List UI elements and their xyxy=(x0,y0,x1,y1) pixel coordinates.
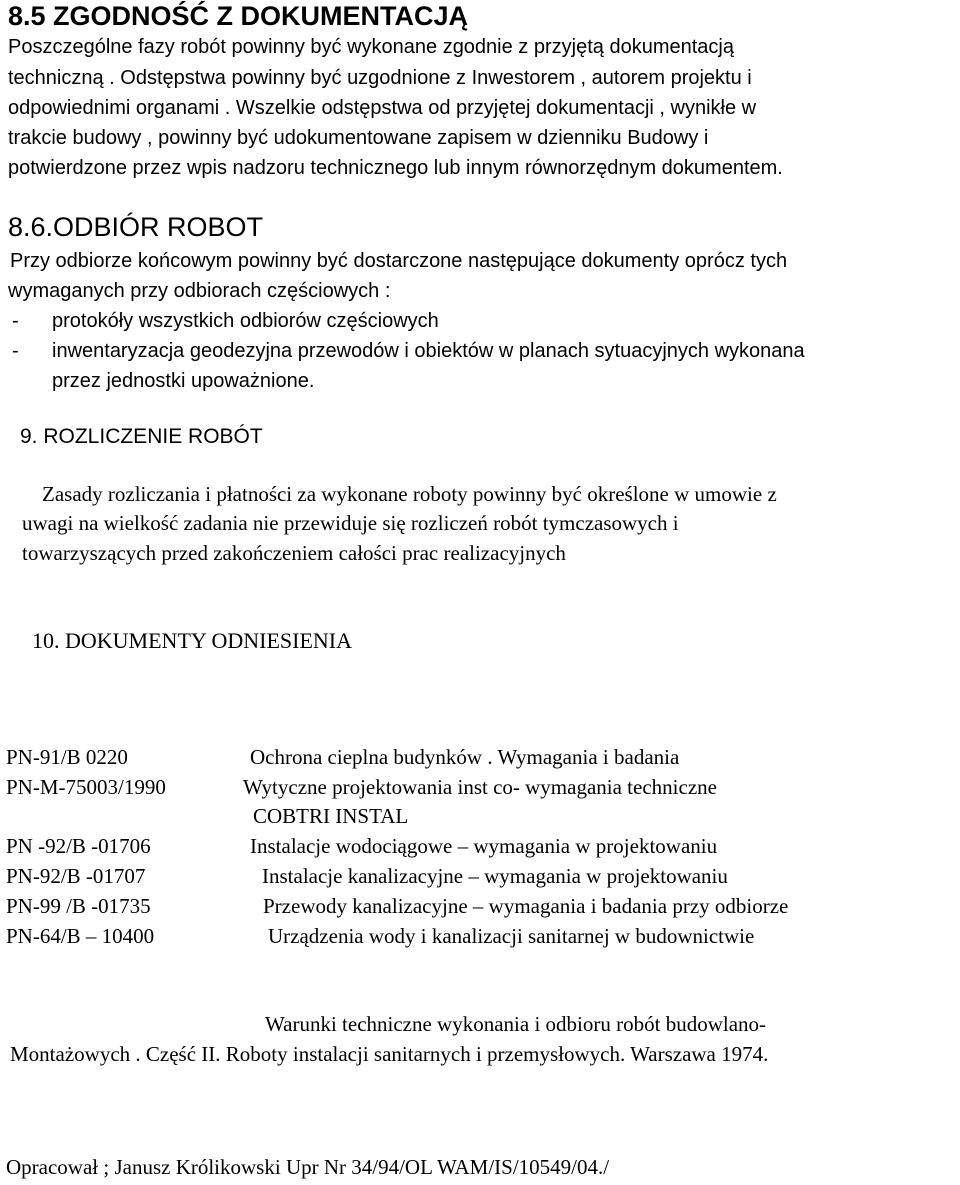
heading-8-6: 8.6.ODBIÓR ROBOT xyxy=(8,212,264,242)
standard-code: PN -92/B -01706 xyxy=(6,834,151,858)
standard-title: Urządzenia wody i kanalizacji sanitarnej w budownictwie xyxy=(268,924,755,948)
standard-code: PN-64/B – 10400 xyxy=(6,924,155,948)
standard-title: Wytyczne projektowania inst co- wymagania techniczne xyxy=(243,775,717,799)
standard-title: Instalacje kanalizacyjne – wymagania w projektowaniu xyxy=(262,864,728,888)
paragraph-line: wymaganych przy odbiorach częściowych : xyxy=(8,280,391,302)
paragraph-line: uwagi na wielkość zadania nie przewiduje się rozliczeń robót tymczasowych i xyxy=(22,511,679,535)
standard-title: Instalacje wodociągowe – wymagania w projektowaniu xyxy=(250,834,718,858)
paragraph-line: Przy odbiorze końcowym powinny być dostarczone następujące dokumenty oprócz tych xyxy=(10,250,788,272)
paragraph-line: towarzyszących przed zakończeniem całości prac realizacyjnych xyxy=(22,541,566,565)
prepared-by: Opracował ; Janusz Królikowski Upr Nr 34/94/OL WAM/IS/10549/04./ xyxy=(6,1155,610,1179)
heading-8-5: 8.5 ZGODNOŚĆ Z DOKUMENTACJĄ xyxy=(8,1,469,31)
paragraph-line: techniczną . Odstępstwa powinny być uzgodnione z Inwestorem , autorem projektu i xyxy=(8,67,752,89)
paragraph-line: Poszczególne fazy robót powinny być wykonane zgodnie z przyjętą dokumentacją xyxy=(8,36,734,58)
heading-9: 9. ROZLICZENIE ROBÓT xyxy=(20,425,263,448)
standard-code: PN-99 /B -01735 xyxy=(6,894,151,918)
reference-line: Warunki techniczne wykonania i odbioru robót budowlano- xyxy=(265,1012,767,1036)
standard-code: PN-91/B 0220 xyxy=(6,745,128,769)
list-item: protokóły wszystkich odbiorów częściowych xyxy=(52,310,439,332)
standard-title: COBTRI INSTAL xyxy=(253,804,409,828)
standard-code: PN-92/B -01707 xyxy=(6,864,146,888)
paragraph-line: potwierdzone przez wpis nadzoru technicznego lub innym równorzędnym dokumentem. xyxy=(8,157,783,179)
standard-title: Ochrona cieplna budynków . Wymagania i badania xyxy=(250,745,680,769)
list-item-continuation: przez jednostki upoważnione. xyxy=(52,370,315,392)
reference-line: Montażowych . Część II. Roboty instalacji sanitarnych i przemysłowych. Warszawa 1974. xyxy=(10,1042,769,1066)
paragraph-line: trakcie budowy , powinny być udokumentowane zapisem w dzienniku Budowy i xyxy=(8,127,709,149)
paragraph-line: odpowiednimi organami . Wszelkie odstępstwa od przyjętej dokumentacji , wynikłe w xyxy=(8,97,757,119)
list-dash: - xyxy=(12,310,19,332)
list-dash: - xyxy=(12,340,19,362)
standard-code: PN-M-75003/1990 xyxy=(6,775,166,799)
paragraph-line: Zasady rozliczania i płatności za wykonane roboty powinny być określone w umowie z xyxy=(42,482,777,506)
list-item: inwentaryzacja geodezyjna przewodów i obiektów w planach sytuacyjnych wykonana xyxy=(52,340,805,362)
standard-title: Przewody kanalizacyjne – wymagania i badania przy odbiorze xyxy=(263,894,789,918)
heading-10: 10. DOKUMENTY ODNIESIENIA xyxy=(32,628,352,653)
